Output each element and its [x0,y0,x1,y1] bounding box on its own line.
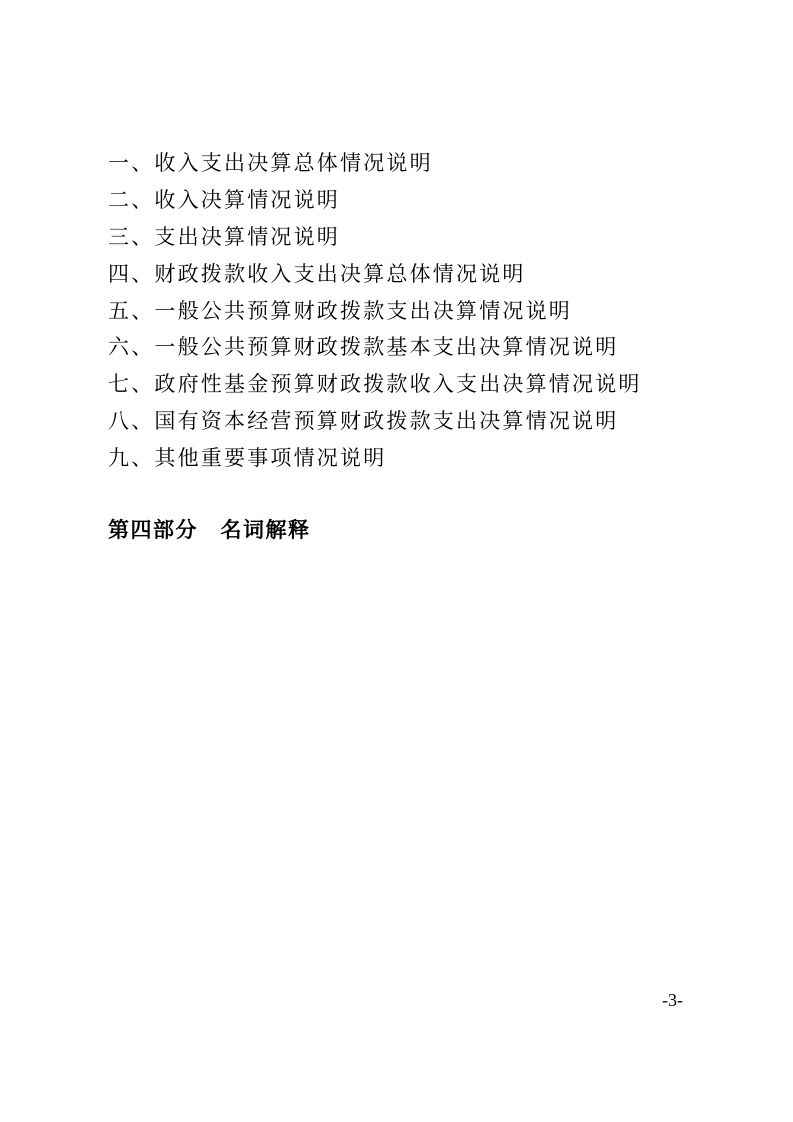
toc-item: 八、国有资本经营预算财政拨款支出决算情况说明 [108,409,619,434]
toc-item: 九、其他重要事项情况说明 [108,446,387,471]
page-number: -3- [662,990,683,1010]
toc-item: 四、财政拨款收入支出决算总体情况说明 [108,261,526,286]
toc-item: 六、一般公共预算财政拨款基本支出决算情况说明 [108,335,619,360]
toc-item: 三、支出决算情况说明 [108,224,340,249]
toc-item: 七、政府性基金预算财政拨款收入支出决算情况说明 [108,372,642,397]
table-of-contents [108,145,642,477]
section-heading: 第四部分 名词解释 [108,518,311,542]
toc-item: 一、收入支出决算总体情况说明 [108,151,433,175]
toc-item: 五、一般公共预算财政拨款支出决算情况说明 [108,298,572,323]
toc-item: 二、收入决算情况说明 [108,187,340,212]
